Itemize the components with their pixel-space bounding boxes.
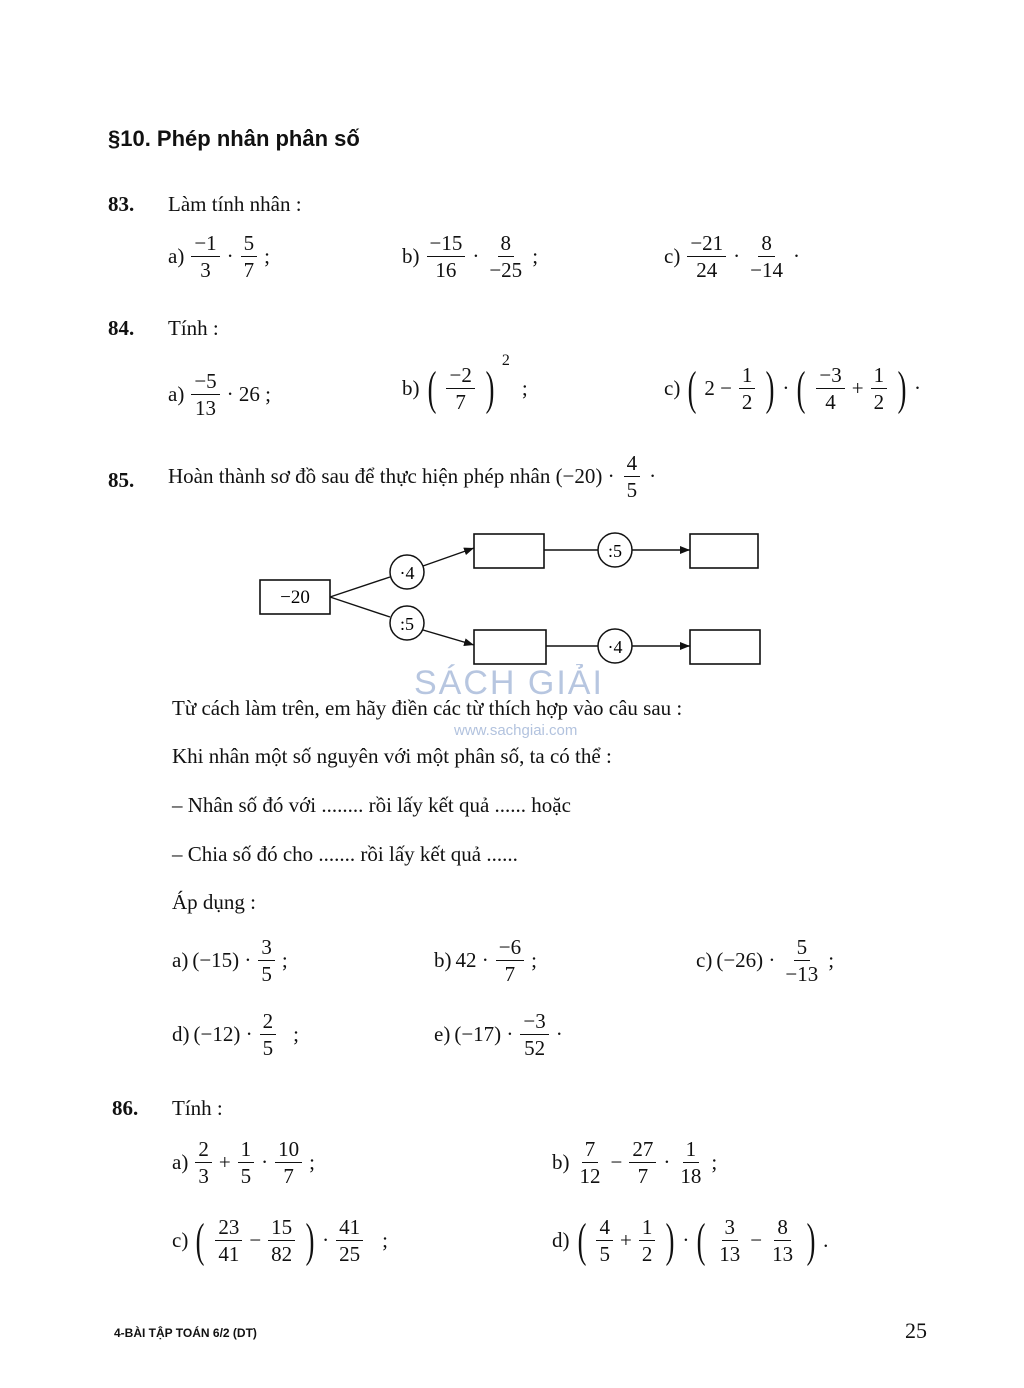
fraction <box>238 1138 255 1187</box>
item-label: c) <box>696 948 713 973</box>
separator: ; <box>264 244 271 269</box>
denominator: 7 <box>283 1164 294 1189</box>
numerator: 2 <box>260 1010 277 1035</box>
operator: · <box>472 244 480 269</box>
denominator: 25 <box>339 1242 361 1267</box>
exercise-86-prompt: Tính : <box>172 1096 223 1120</box>
item-label: b) <box>434 948 452 973</box>
item-label: a) <box>168 244 185 269</box>
item-label: b) <box>402 376 420 401</box>
numerator: 15 <box>268 1216 295 1241</box>
fraction <box>195 1138 212 1187</box>
separator: ; <box>711 1150 718 1175</box>
operator: · <box>322 1228 330 1253</box>
separator: . <box>823 1228 829 1253</box>
term: (−12) · <box>193 1022 253 1047</box>
operator-bottom-1: :5 <box>399 614 415 634</box>
denominator: 3 <box>198 1164 209 1189</box>
numerator: −3 <box>520 1010 548 1035</box>
denominator: 3 <box>200 258 211 283</box>
item-label: c) <box>172 1228 189 1253</box>
separator: ; <box>293 1022 299 1047</box>
denominator: 7 <box>455 390 466 415</box>
right-parenthesis: ) <box>766 361 775 415</box>
fraction <box>716 1216 743 1265</box>
fraction <box>769 1216 796 1265</box>
denominator: 7 <box>243 258 255 283</box>
denominator: 52 <box>524 1036 546 1061</box>
watermark-url: www.sachgiai.com <box>454 722 578 739</box>
numerator: 8 <box>774 1216 791 1241</box>
denominator: −25 <box>489 258 523 283</box>
operator: · <box>226 244 234 269</box>
numerator: 5 <box>794 936 811 961</box>
denominator: 5 <box>262 1036 274 1061</box>
fraction <box>639 1216 656 1265</box>
left-parenthesis: ( <box>696 1213 706 1267</box>
exponent: 2 <box>501 352 510 369</box>
exercise-85-a <box>172 936 288 985</box>
separator: ; <box>309 1150 316 1175</box>
answer-box-bottom-1[interactable] <box>474 630 546 664</box>
numerator: 3 <box>722 1216 739 1241</box>
separator: ; <box>532 244 539 269</box>
numerator: 8 <box>498 232 515 257</box>
denominator: 2 <box>741 390 753 415</box>
item-label: a) <box>168 382 185 407</box>
term: (−26) · <box>716 948 776 973</box>
exercise-85-d <box>172 1010 299 1059</box>
denominator: 41 <box>218 1242 240 1267</box>
answer-box-top-1[interactable] <box>474 534 544 568</box>
operator: − <box>249 1228 262 1253</box>
denominator: 2 <box>873 390 885 415</box>
right-parenthesis: ) <box>806 1213 816 1267</box>
exercise-83-number: 83. <box>108 192 135 216</box>
numerator: −3 <box>816 364 844 389</box>
exercise-85-c <box>696 936 834 985</box>
exercise-85-b <box>434 936 537 985</box>
fraction <box>496 936 524 985</box>
exercise-86-a <box>172 1138 315 1187</box>
arrow-bottom-1 <box>423 630 474 645</box>
operator: · <box>261 1150 269 1175</box>
separator: · <box>914 376 922 401</box>
numerator: 5 <box>241 232 258 257</box>
left-parenthesis: ( <box>796 361 806 415</box>
arrow-top-1 <box>423 548 474 566</box>
item-label: d) <box>172 1022 190 1047</box>
fraction <box>258 936 275 985</box>
item-label: b) <box>402 244 420 269</box>
operator: · <box>663 1150 671 1175</box>
exercise-84-number: 84. <box>108 316 135 340</box>
term: 2 − <box>704 376 732 401</box>
separator: ; <box>382 1228 388 1253</box>
fraction <box>520 1010 548 1059</box>
numerator: 10 <box>275 1138 302 1163</box>
right-parenthesis: ) <box>305 1213 315 1267</box>
item-label: d) <box>552 1228 570 1253</box>
branch-line-bottom <box>330 597 390 617</box>
page-number: 25 <box>905 1318 927 1343</box>
denominator: 18 <box>680 1164 702 1189</box>
separator: ; <box>281 948 288 973</box>
numerator: 1 <box>739 364 756 389</box>
denominator: 12 <box>579 1164 601 1189</box>
denominator: 7 <box>504 962 516 987</box>
fraction <box>677 1138 704 1187</box>
fraction <box>577 1138 604 1187</box>
numerator: 4 <box>624 452 641 477</box>
numerator: −15 <box>427 232 466 257</box>
exercise-85-e <box>434 1010 563 1059</box>
separator: ; <box>521 376 528 401</box>
right-parenthesis: ) <box>665 1213 675 1267</box>
fraction <box>782 936 821 985</box>
fraction <box>336 1216 363 1265</box>
denominator: 82 <box>271 1242 293 1267</box>
fraction <box>596 1216 613 1265</box>
operator: − <box>750 1228 763 1253</box>
item-label: c) <box>664 376 681 401</box>
numerator: 1 <box>238 1138 255 1163</box>
left-parenthesis: ( <box>427 361 436 415</box>
exercise-86-c <box>172 1213 388 1267</box>
denominator: 13 <box>195 396 216 421</box>
numerator: 2 <box>195 1138 212 1163</box>
item-label: a) <box>172 948 189 973</box>
numerator: 7 <box>582 1138 599 1163</box>
denominator: −13 <box>785 962 819 987</box>
footer-book-title: 4-BÀI TẬP TOÁN 6/2 (DT) <box>114 1326 257 1340</box>
fraction <box>268 1216 295 1265</box>
instruction-line-2: Khi nhân một số nguyên với một phân số, ta có thể : <box>172 744 612 768</box>
denominator: 13 <box>772 1242 794 1267</box>
prompt-text: Hoàn thành sơ đồ sau để thực hiện phép nhân (−20) · <box>168 464 615 489</box>
instruction-line-1: Từ cách làm trên, em hãy điền các từ thích hợp vào câu sau : <box>172 696 683 720</box>
term: 42 · <box>455 948 489 973</box>
separator: · <box>555 1022 563 1047</box>
operator: · <box>733 244 741 269</box>
denominator: 5 <box>261 962 272 987</box>
fraction <box>275 1138 302 1187</box>
denominator: 2 <box>641 1242 653 1267</box>
exercise-86-number: 86. <box>112 1096 139 1120</box>
watermark-logo: SÁCH GIẢI <box>414 664 604 702</box>
fill-in-line-2: – Chia số đó cho ....... rồi lấy kết quả ...... <box>172 842 518 866</box>
section-title: §10. Phép nhân phân số <box>108 126 360 151</box>
answer-box-top-2[interactable] <box>690 534 758 568</box>
numerator: −21 <box>687 232 726 257</box>
operator: · <box>782 376 790 401</box>
branch-line-top <box>330 577 390 597</box>
fraction <box>215 1216 242 1265</box>
denominator: 24 <box>696 258 718 283</box>
exercise-83-prompt: Làm tính nhân : <box>168 192 302 216</box>
start-value: −20 <box>280 587 310 608</box>
numerator: 8 <box>758 232 775 257</box>
separator: ; <box>531 948 537 973</box>
item-label: b) <box>552 1150 570 1175</box>
numerator: 23 <box>215 1216 242 1241</box>
denominator: 5 <box>240 1164 252 1189</box>
right-parenthesis: ) <box>897 361 907 415</box>
separator: ; <box>828 948 835 973</box>
separator: · <box>649 464 657 489</box>
operator: · <box>682 1228 690 1253</box>
numerator: 3 <box>258 936 275 961</box>
numerator: 1 <box>871 364 888 389</box>
fraction <box>629 1138 656 1187</box>
numerator: −6 <box>496 936 524 961</box>
denominator: 16 <box>435 258 457 283</box>
fraction <box>260 1010 277 1059</box>
answer-box-bottom-2[interactable] <box>690 630 760 664</box>
numerator: −1 <box>191 232 219 257</box>
operator: − <box>610 1150 623 1175</box>
operator: + <box>851 376 864 401</box>
denominator: 4 <box>825 390 836 415</box>
denominator: −14 <box>750 258 784 283</box>
denominator: 5 <box>626 478 638 503</box>
item-label: a) <box>172 1150 189 1175</box>
numerator: 27 <box>629 1138 656 1163</box>
operator-top-2: :5 <box>607 541 623 561</box>
exercise-86-b <box>552 1138 717 1187</box>
right-parenthesis: ) <box>485 361 495 415</box>
denominator: 5 <box>599 1242 610 1267</box>
left-parenthesis: ( <box>577 1213 586 1267</box>
numerator: 41 <box>336 1216 363 1241</box>
exercise-86-d <box>552 1213 829 1267</box>
term: (−15) · <box>192 948 252 973</box>
item-label: e) <box>434 1022 451 1047</box>
left-parenthesis: ( <box>687 361 697 415</box>
operator-top-1: ·4 <box>399 563 415 583</box>
exercise-84-prompt: Tính : <box>168 316 219 340</box>
item-label: c) <box>664 244 681 269</box>
operator-bottom-2: ·4 <box>607 637 623 657</box>
denominator: 13 <box>719 1242 741 1267</box>
numerator: −5 <box>191 370 219 395</box>
numerator: 4 <box>596 1216 613 1241</box>
numerator: 1 <box>683 1138 700 1163</box>
operator: + <box>218 1150 231 1175</box>
left-parenthesis: ( <box>195 1213 205 1267</box>
exercise-85-number: 85. <box>108 468 135 492</box>
expression-rest: · 26 ; <box>226 382 271 407</box>
apply-heading: Áp dụng : <box>172 890 256 914</box>
denominator: 7 <box>637 1164 649 1189</box>
numerator: 1 <box>639 1216 656 1241</box>
numerator: −2 <box>446 364 474 389</box>
term: (−17) · <box>454 1022 514 1047</box>
operator: + <box>619 1228 632 1253</box>
separator: · <box>793 244 801 269</box>
fill-in-line-1: – Nhân số đó với ........ rồi lấy kết quả ...... hoặc <box>172 793 571 817</box>
